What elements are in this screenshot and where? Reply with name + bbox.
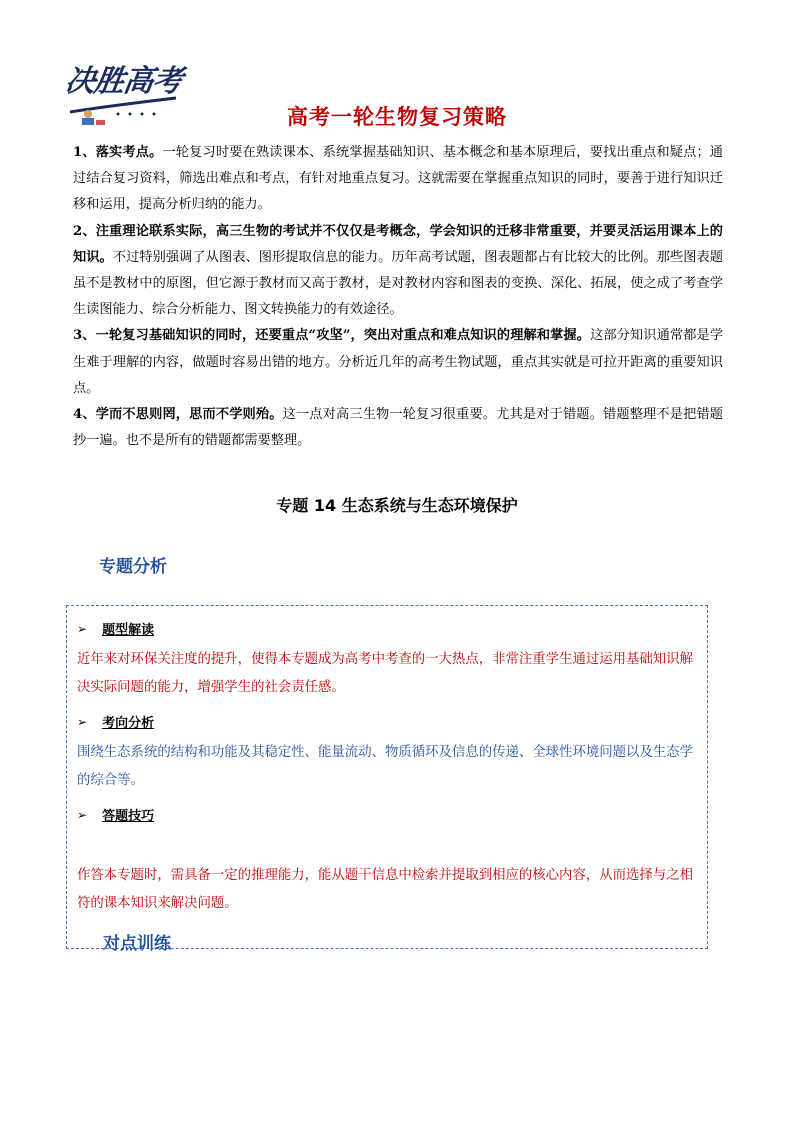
answer-tips-text: 作答本专题时，需具备一定的推理能力，能从题干信息中检索并提取到相应的核心内容，从而选择与之相符的课本知识来解决问题。	[77, 868, 693, 911]
subheading-label: 考向分析	[102, 716, 155, 731]
logo-text: 决胜高考	[63, 64, 184, 99]
arrow-bullet-icon: ➢	[77, 807, 88, 822]
analysis-heading: 专题分析	[99, 557, 167, 577]
arrow-bullet-icon: ➢	[77, 714, 88, 729]
strategy-text-1: 一轮复习时要在熟读课本、系统掌握基础知识、基本概念和基本原理后，要找出重点和疑点；通过结合复习资料，筛选出难点和考点，有针对地重点复习。这就需要在掌握重点知识的同时，要善于进行知识迁移和运用，提高分析归纳的能力。	[73, 145, 723, 213]
question-type-text: 近年来对环保关注度的提升，使得本专题成为高考中考查的一大热点，非常注重学生通过运用基础知识解决实际问题的能力，增强学生的社会责任感。	[77, 652, 693, 695]
strategy-lead-2: 2、注重理论联系实际，高三生物的考试并不仅仅是考概念，学会知识的迁移非常重要，并要灵活运用课本上的知识。	[73, 223, 723, 265]
strategy-paragraph-2	[73, 219, 723, 324]
strategy-section	[73, 140, 723, 454]
strategy-text-3: 这部分知识通常都是学生难于理解的内容，做题时容易出错的地方。分析近几年的高考生物试题，重点其实就是可拉开距离的重要知识点。	[73, 328, 724, 396]
strategy-text-2: 不过特别强调了从图表、图形提取信息的能力。历年高考试题，图表题都占有比较大的比例。那些图表题虽不是教材中的原图，但它源于教材而又高于教材，是对教材内容和图表的变换、深化、拓展，使之成了考查学生读图能力、综合分析能力、图文转换能力的有效途径。	[73, 249, 724, 318]
strategy-paragraph-3	[73, 323, 723, 402]
topic-title: 专题 14 生态系统与生态环境保护	[276, 496, 518, 515]
subheading-answer-tips	[77, 805, 154, 824]
strategy-paragraph-1	[73, 140, 723, 219]
exam-direction-text: 围绕生态系统的结构和功能及其稳定性、能量流动、物质循环及信息的传递、全球性环境问题以及生态学的综合等。	[77, 745, 693, 788]
arrow-bullet-icon: ➢	[77, 621, 88, 636]
document-title: 高考一轮生物复习策略	[287, 105, 507, 129]
subheading-exam-direction	[77, 712, 154, 731]
strategy-lead-4: 4、学而不思则罔，思而不学则殆。	[73, 407, 283, 423]
strategy-lead-3: 3、一轮复习基础知识的同时，还要重点“攻坚”，突出对重点和难点知识的理解和掌握。	[73, 328, 591, 344]
subheading-label: 题型解读	[102, 623, 155, 638]
strategy-text-4: 这一点对高三生物一轮复习很重要。尤其是对于错题。错题整理不是把错题抄一遍。也不是所有的错题都需要整理。	[73, 407, 723, 449]
subheading-question-type	[77, 619, 154, 638]
training-heading: 对点训练	[103, 934, 171, 954]
strategy-lead-1: 1、落实考点。	[73, 145, 163, 160]
strategy-paragraph-4	[73, 402, 723, 454]
subheading-label: 答题技巧	[102, 809, 155, 824]
